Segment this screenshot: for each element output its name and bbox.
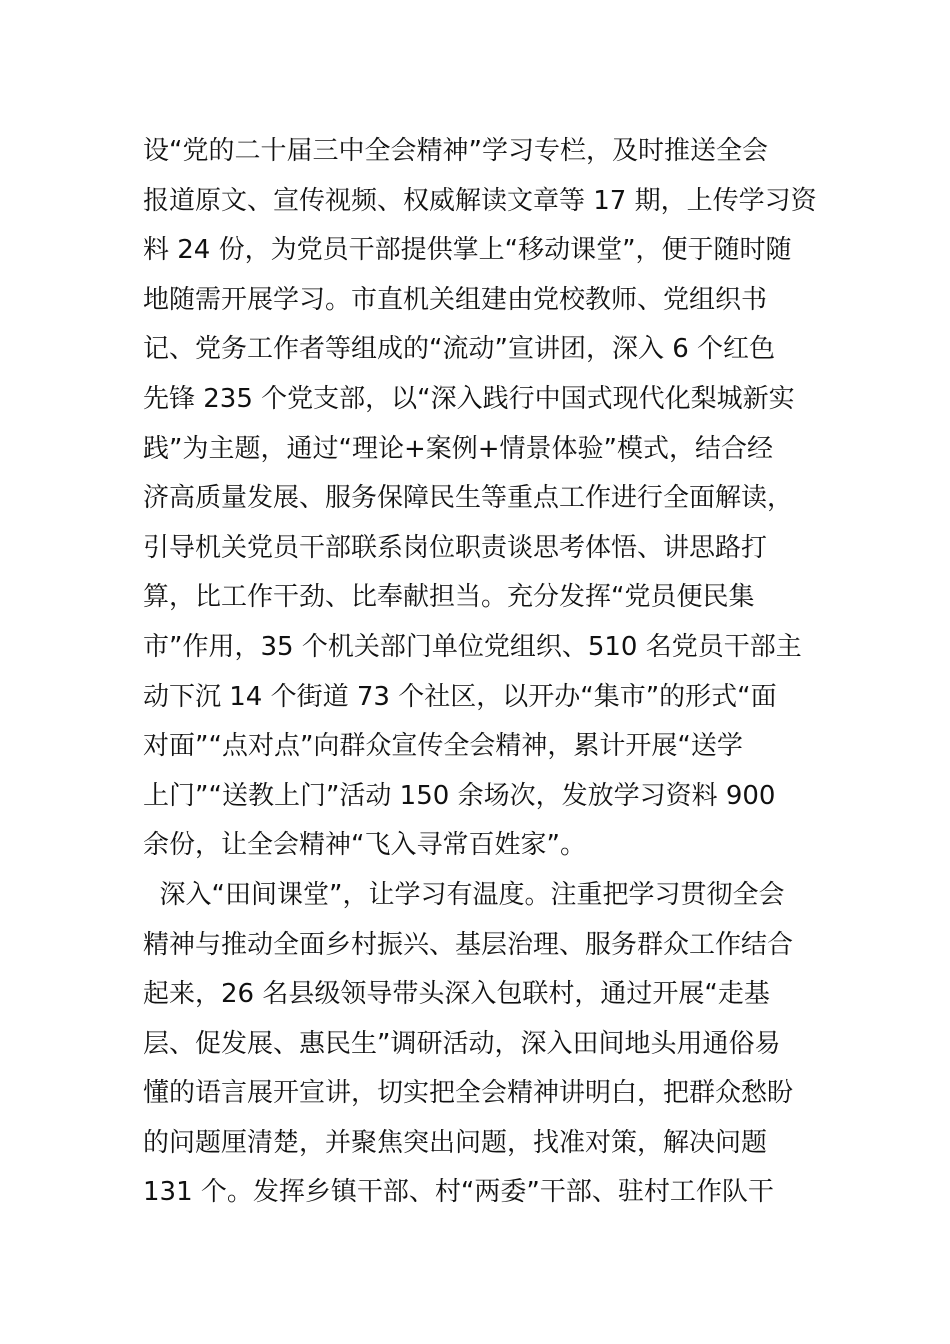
text-line-11: 市”作用，35 个机关部门单位党组织、510 名党员干部主 [143, 631, 802, 662]
text-line-4: 地随需开展学习。市直机关组建由党校教师、党组织书 [143, 284, 768, 315]
text-line-17: 精神与推动全面乡村振兴、基层治理、服务群众工作结合 [143, 929, 794, 960]
text-line-13: 对面”“点对点”向群众宣传全会精神，累计开展“送学 [143, 731, 743, 762]
text-line-18: 起来，26 名县级领导带头深入包联村，通过开展“走基 [143, 979, 770, 1010]
text-line-2: 报道原文、宣传视频、权威解读文章等 17 期，上传学习资 [143, 185, 817, 216]
text-line-22: 131 个。发挥乡镇干部、村“两委”干部、驻村工作队干 [143, 1177, 774, 1208]
text-line-7: 践”为主题，通过“理论+案例+情景体验”模式，结合经 [143, 433, 773, 464]
text-line-9: 引导机关党员干部联系岗位职责谈思考体悟、讲思路打 [143, 532, 768, 563]
text-line-12: 动下沉 14 个街道 73 个社区，以开办“集市”的形式“面 [143, 681, 777, 712]
text-line-16: 深入“田间课堂”，让学习有温度。注重把学习贯彻全会 [143, 879, 785, 910]
body-text [143, 127, 823, 1218]
text-line-19: 层、促发展、惠民生”调研活动，深入田间地头用通俗易 [143, 1028, 781, 1059]
text-line-15: 余份，让全会精神“飞入寻常百姓家”。 [143, 830, 586, 861]
text-line-10: 算，比工作干劲、比奉献担当。充分发挥“党员便民集 [143, 582, 755, 613]
text-line-8: 济高质量发展、服务保障民生等重点工作进行全面解读， [143, 483, 794, 514]
text-line-20: 懂的语言展开宣讲，切实把全会精神讲明白，把群众愁盼 [143, 1078, 794, 1109]
text-line-6: 先锋 235 个党支部，以“深入践行中国式现代化梨城新实 [143, 383, 795, 414]
text-line-14: 上门”“送教上门”活动 150 余场次，发放学习资料 900 [143, 780, 776, 811]
text-line-21: 的问题厘清楚，并聚焦突出问题，找准对策，解决问题 [143, 1127, 768, 1158]
text-line-5: 记、党务工作者等组成的“流动”宣讲团，深入 6 个红色 [143, 334, 776, 365]
text-line-3: 料 24 份，为党员干部提供掌上“移动课堂”，便于随时随 [143, 235, 792, 266]
text-line-1: 设“党的二十届三中全会精神”学习专栏，及时推送全会 [143, 136, 768, 166]
